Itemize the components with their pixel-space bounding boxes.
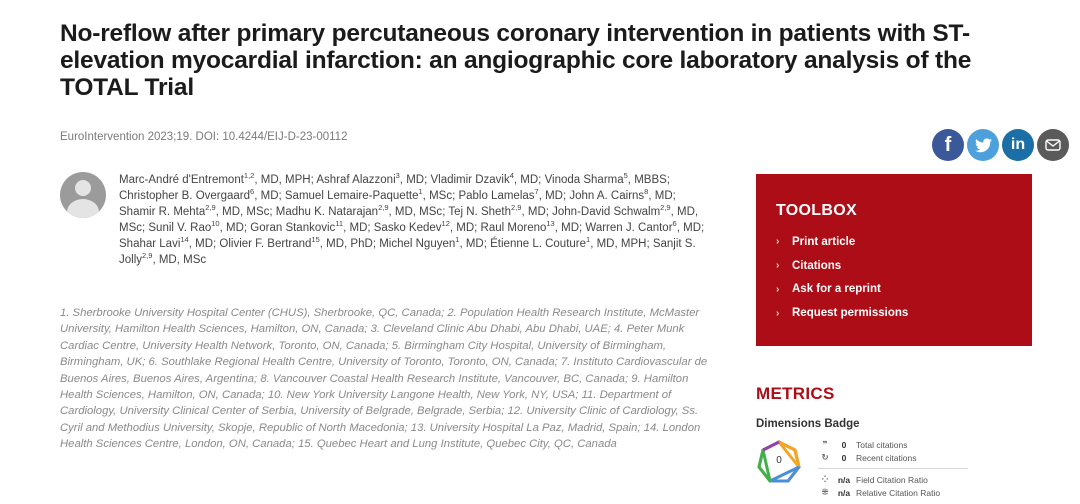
author-degrees: MD, MSc: [119, 206, 699, 235]
bullet-icon: ›: [776, 260, 780, 272]
article-citation: EuroIntervention 2023;19. DOI: 10.4244/EIJ-D-23-00112: [60, 131, 348, 143]
author-entry: Olivier F. Bertrand$^{15}$, MD, PhD;: [219, 235, 380, 251]
author-degrees: MD, MSc: [222, 206, 270, 219]
metric-field-citation-ratio: ⁘ n/a Field Citation Ratio: [818, 474, 928, 485]
author-entry: Samuel Lemaire-Paquette$^1$, MSc;: [284, 187, 459, 203]
author-name[interactable]: Shamir R. Mehta: [119, 206, 206, 219]
metrics-divider: [818, 468, 968, 469]
author-degrees: MD, PhD: [326, 238, 373, 251]
author-name[interactable]: Ashraf Alazzoni: [316, 174, 396, 186]
author-degrees: MD: [545, 190, 563, 203]
author-name[interactable]: Shahar Lavi: [119, 238, 181, 251]
author-entry: Raul Moreno$^{13}$, MD;: [480, 219, 586, 235]
recent-citations-icon: ↻: [821, 452, 829, 462]
author-entry: Sanjit S. Jolly$^{2,9}$, MD, MSc: [119, 238, 696, 267]
author-degrees: MD, MPH: [260, 174, 311, 186]
author-affiliation-index: 1: [455, 235, 460, 245]
author-degrees: MD: [195, 238, 213, 251]
citations-link[interactable]: › Citations: [776, 259, 842, 272]
author-affiliation-index: 3: [395, 171, 400, 181]
toolbox-panel: [756, 174, 1032, 346]
facebook-icon: f: [944, 133, 952, 156]
author-entry: Tej N. Sheth$^{2,9}$, MD;: [448, 203, 553, 219]
author-affiliation-index: 2,9: [511, 203, 522, 213]
author-name[interactable]: Tej N. Sheth: [448, 206, 512, 219]
author-affiliation-index: 4: [509, 171, 514, 181]
author-affiliation-index: 13: [546, 219, 555, 229]
author-degrees: MD: [683, 222, 701, 235]
author-degrees: MD: [349, 222, 368, 235]
author-affiliation-index: 11: [335, 219, 344, 229]
author-name[interactable]: Madhu K. Natarajan: [275, 206, 379, 219]
author-affiliation-index: 2,9: [660, 203, 671, 213]
author-degrees: MD, MPH: [596, 238, 647, 251]
bullet-icon: ›: [776, 236, 780, 248]
author-degrees: MD: [527, 206, 546, 219]
dimensions-badge-label: Dimensions Badge: [756, 418, 860, 430]
author-degrees: MD: [260, 190, 279, 203]
author-degrees: MD, MSc: [394, 206, 443, 219]
author-affiliation-index: 6: [250, 187, 255, 197]
author-name[interactable]: Sunil V. Rao: [148, 222, 212, 235]
author-degrees: MD, MSc: [158, 254, 207, 267]
author-avatar: [60, 172, 106, 218]
twitter-icon: [975, 138, 992, 153]
twitter-share-button[interactable]: [967, 129, 999, 161]
email-icon: [1045, 139, 1061, 151]
author-affiliation-index: 1,2: [243, 171, 255, 181]
author-list: [119, 172, 709, 269]
author-name[interactable]: Vladimir Dzavik: [430, 174, 510, 186]
author-entry: Michel Nguyen$^1$, MD;: [379, 235, 491, 251]
author-degrees: MSc: [429, 190, 453, 203]
author-name[interactable]: Warren J. Cantor: [585, 222, 673, 235]
author-degrees: MD: [520, 174, 539, 186]
author-entry: Vinoda Sharma$^5$, MBBS;: [544, 171, 670, 186]
reprint-link[interactable]: › Ask for a reprint: [776, 283, 881, 296]
metric-recent-citations: ↻ 0 Recent citations: [818, 452, 916, 463]
author-entry: Goran Stankovic$^{11}$, MD;: [250, 219, 374, 235]
author-affiliation-index: 10: [211, 219, 220, 229]
author-name[interactable]: Vinoda Sharma: [544, 174, 624, 186]
bullet-icon: ›: [776, 283, 780, 295]
author-name[interactable]: Christopher B. Overgaard: [119, 190, 251, 203]
author-affiliation-index: 1: [586, 235, 591, 245]
quote-icon: ❞: [822, 439, 828, 449]
author-degrees: MD: [456, 222, 475, 235]
author-affiliation-index: 8: [644, 187, 649, 197]
author-name[interactable]: John A. Cairns: [569, 190, 645, 203]
author-affiliation-index: 14: [180, 235, 189, 245]
author-degrees: MD: [226, 222, 244, 235]
author-name[interactable]: Michel Nguyen: [379, 238, 456, 251]
author-name[interactable]: Sasko Kedev: [373, 222, 442, 235]
author-degrees: MD: [406, 174, 425, 186]
author-degrees: MD: [654, 190, 673, 203]
article-title: No-reflow after primary percutaneous coronary intervention in patients with ST-elevation myocardial infarction: an angiographic core laboratory analysis of the TOTAL Trial: [60, 20, 972, 101]
email-share-button[interactable]: [1037, 129, 1069, 161]
author-entry: Vladimir Dzavik$^4$, MD;: [430, 171, 545, 186]
author-affiliation-index: 7: [534, 187, 539, 197]
author-name[interactable]: Pablo Lamelas: [458, 190, 535, 203]
author-entry: Madhu K. Natarajan$^{2,9}$, MD, MSc;: [275, 203, 449, 219]
author-affiliation-index: 2,9: [142, 251, 153, 261]
author-entry: Warren J. Cantor$^6$, MD;: [585, 219, 705, 235]
toolbox-title: TOOLBOX: [776, 202, 857, 219]
author-degrees: MD: [561, 222, 580, 235]
author-affiliation-index: 2,9: [205, 203, 216, 213]
author-affiliation-index: 5: [623, 171, 628, 181]
author-name[interactable]: Raul Moreno: [480, 222, 547, 235]
relative-citation-ratio-icon: ⁜: [821, 487, 829, 497]
permissions-link[interactable]: › Request permissions: [776, 307, 909, 320]
linkedin-icon: in: [1010, 136, 1026, 153]
author-affiliation-index: 1: [418, 187, 423, 197]
print-article-link[interactable]: › Print article: [776, 235, 856, 248]
author-affiliation-index: 12: [441, 219, 450, 229]
metric-relative-citation-ratio: ⁜ n/a Relative Citation Ratio: [818, 487, 940, 498]
share-bar: [932, 129, 1069, 161]
author-entry: Pablo Lamelas$^7$, MD;: [458, 187, 570, 203]
affiliations: 1. Sherbrooke University Hospital Center (CHUS), Sherbrooke, QC, Canada; 2. Population Health Research Institute, McMaster University, Hamilton Health Sciences, Hamilton, ON, Canada; 3. Cleveland Clinic Abu Dhabi, Abu Dhabi, UAE; 4. Peter Munk Cardiac Centre, University Health Network, Toronto, ON, Canada; 5. Birmingham City Hospital, University of Birmingham, Birmingham, UK; 6. Southlake Regional Health Centre, University of Toronto, Toronto, ON, Canada; 7. Instituto Cardiovascular de Buenos Aires, Buenos Aires, Argentina; 8. Vancouver Coastal Health Research Institute, Vancouver, BC, Canada; 9. Hamilton Health Sciences, Hamilton, ON, Canada; 10. New York University Langone Health, New York, NY, USA; 11. Department of Cardiology, University Clinical Center of Serbia, University of Belgrade, Belgrade, Serbia; 12. University Clinic of Cardiology, Ss. Cyril and Methodius University, Skopje, Republic of North Macedonia; 13. University Hospital La Paz, Madrid, Spain; 14. London Health Sciences Centre, London, ON, Canada; 15. Quebec Heart and Lung Institute, Quebec City, QC, Canada: [60, 307, 708, 451]
author-degrees: MBBS: [634, 174, 667, 186]
author-entry: Christopher B. Overgaard$^6$, MD;: [119, 187, 285, 203]
author-entry: Shahar Lavi$^{14}$, MD;: [119, 235, 220, 251]
author-affiliation-index: 15: [311, 235, 320, 245]
dimensions-badge-value: 0: [776, 455, 782, 466]
author-name[interactable]: John-David Schwalm: [552, 206, 661, 219]
metrics-title: METRICS: [756, 384, 835, 403]
metric-total-citations: ❞ 0 Total citations: [818, 439, 908, 450]
author-name[interactable]: Étienne L. Couture: [490, 238, 587, 251]
author-affiliation-index: 2,9: [378, 203, 389, 213]
author-entry: Sasko Kedev$^{12}$, MD;: [373, 219, 481, 235]
author-entry: John A. Cairns$^8$, MD;: [569, 187, 676, 203]
field-citation-ratio-icon: ⁘: [821, 474, 829, 484]
author-name[interactable]: Sanjit S. Jolly: [119, 238, 696, 267]
author-entry: Ashraf Alazzoni$^3$, MD;: [316, 171, 431, 186]
author-entry: John-David Schwalm$^{2,9}$, MD, MSc;: [119, 203, 699, 235]
author-entry: Marc-André d'Entremont$^{1,2}$, MD, MPH;: [119, 171, 317, 186]
facebook-share-button[interactable]: [932, 129, 964, 161]
author-name[interactable]: Goran Stankovic: [250, 222, 336, 235]
author-entry: Shamir R. Mehta$^{2,9}$, MD, MSc;: [119, 203, 276, 219]
author-entry: Étienne L. Couture$^1$, MD, MPH;: [490, 235, 653, 251]
author-name[interactable]: Marc-André d'Entremont: [119, 174, 244, 186]
author-name[interactable]: Samuel Lemaire-Paquette: [284, 190, 419, 203]
bullet-icon: ›: [776, 307, 780, 319]
linkedin-share-button[interactable]: [1002, 129, 1034, 161]
author-affiliation-index: 6: [672, 219, 677, 229]
author-degrees: MD: [465, 238, 484, 251]
author-entry: Sunil V. Rao$^{10}$, MD;: [148, 219, 251, 235]
author-name[interactable]: Olivier F. Bertrand: [219, 238, 312, 251]
